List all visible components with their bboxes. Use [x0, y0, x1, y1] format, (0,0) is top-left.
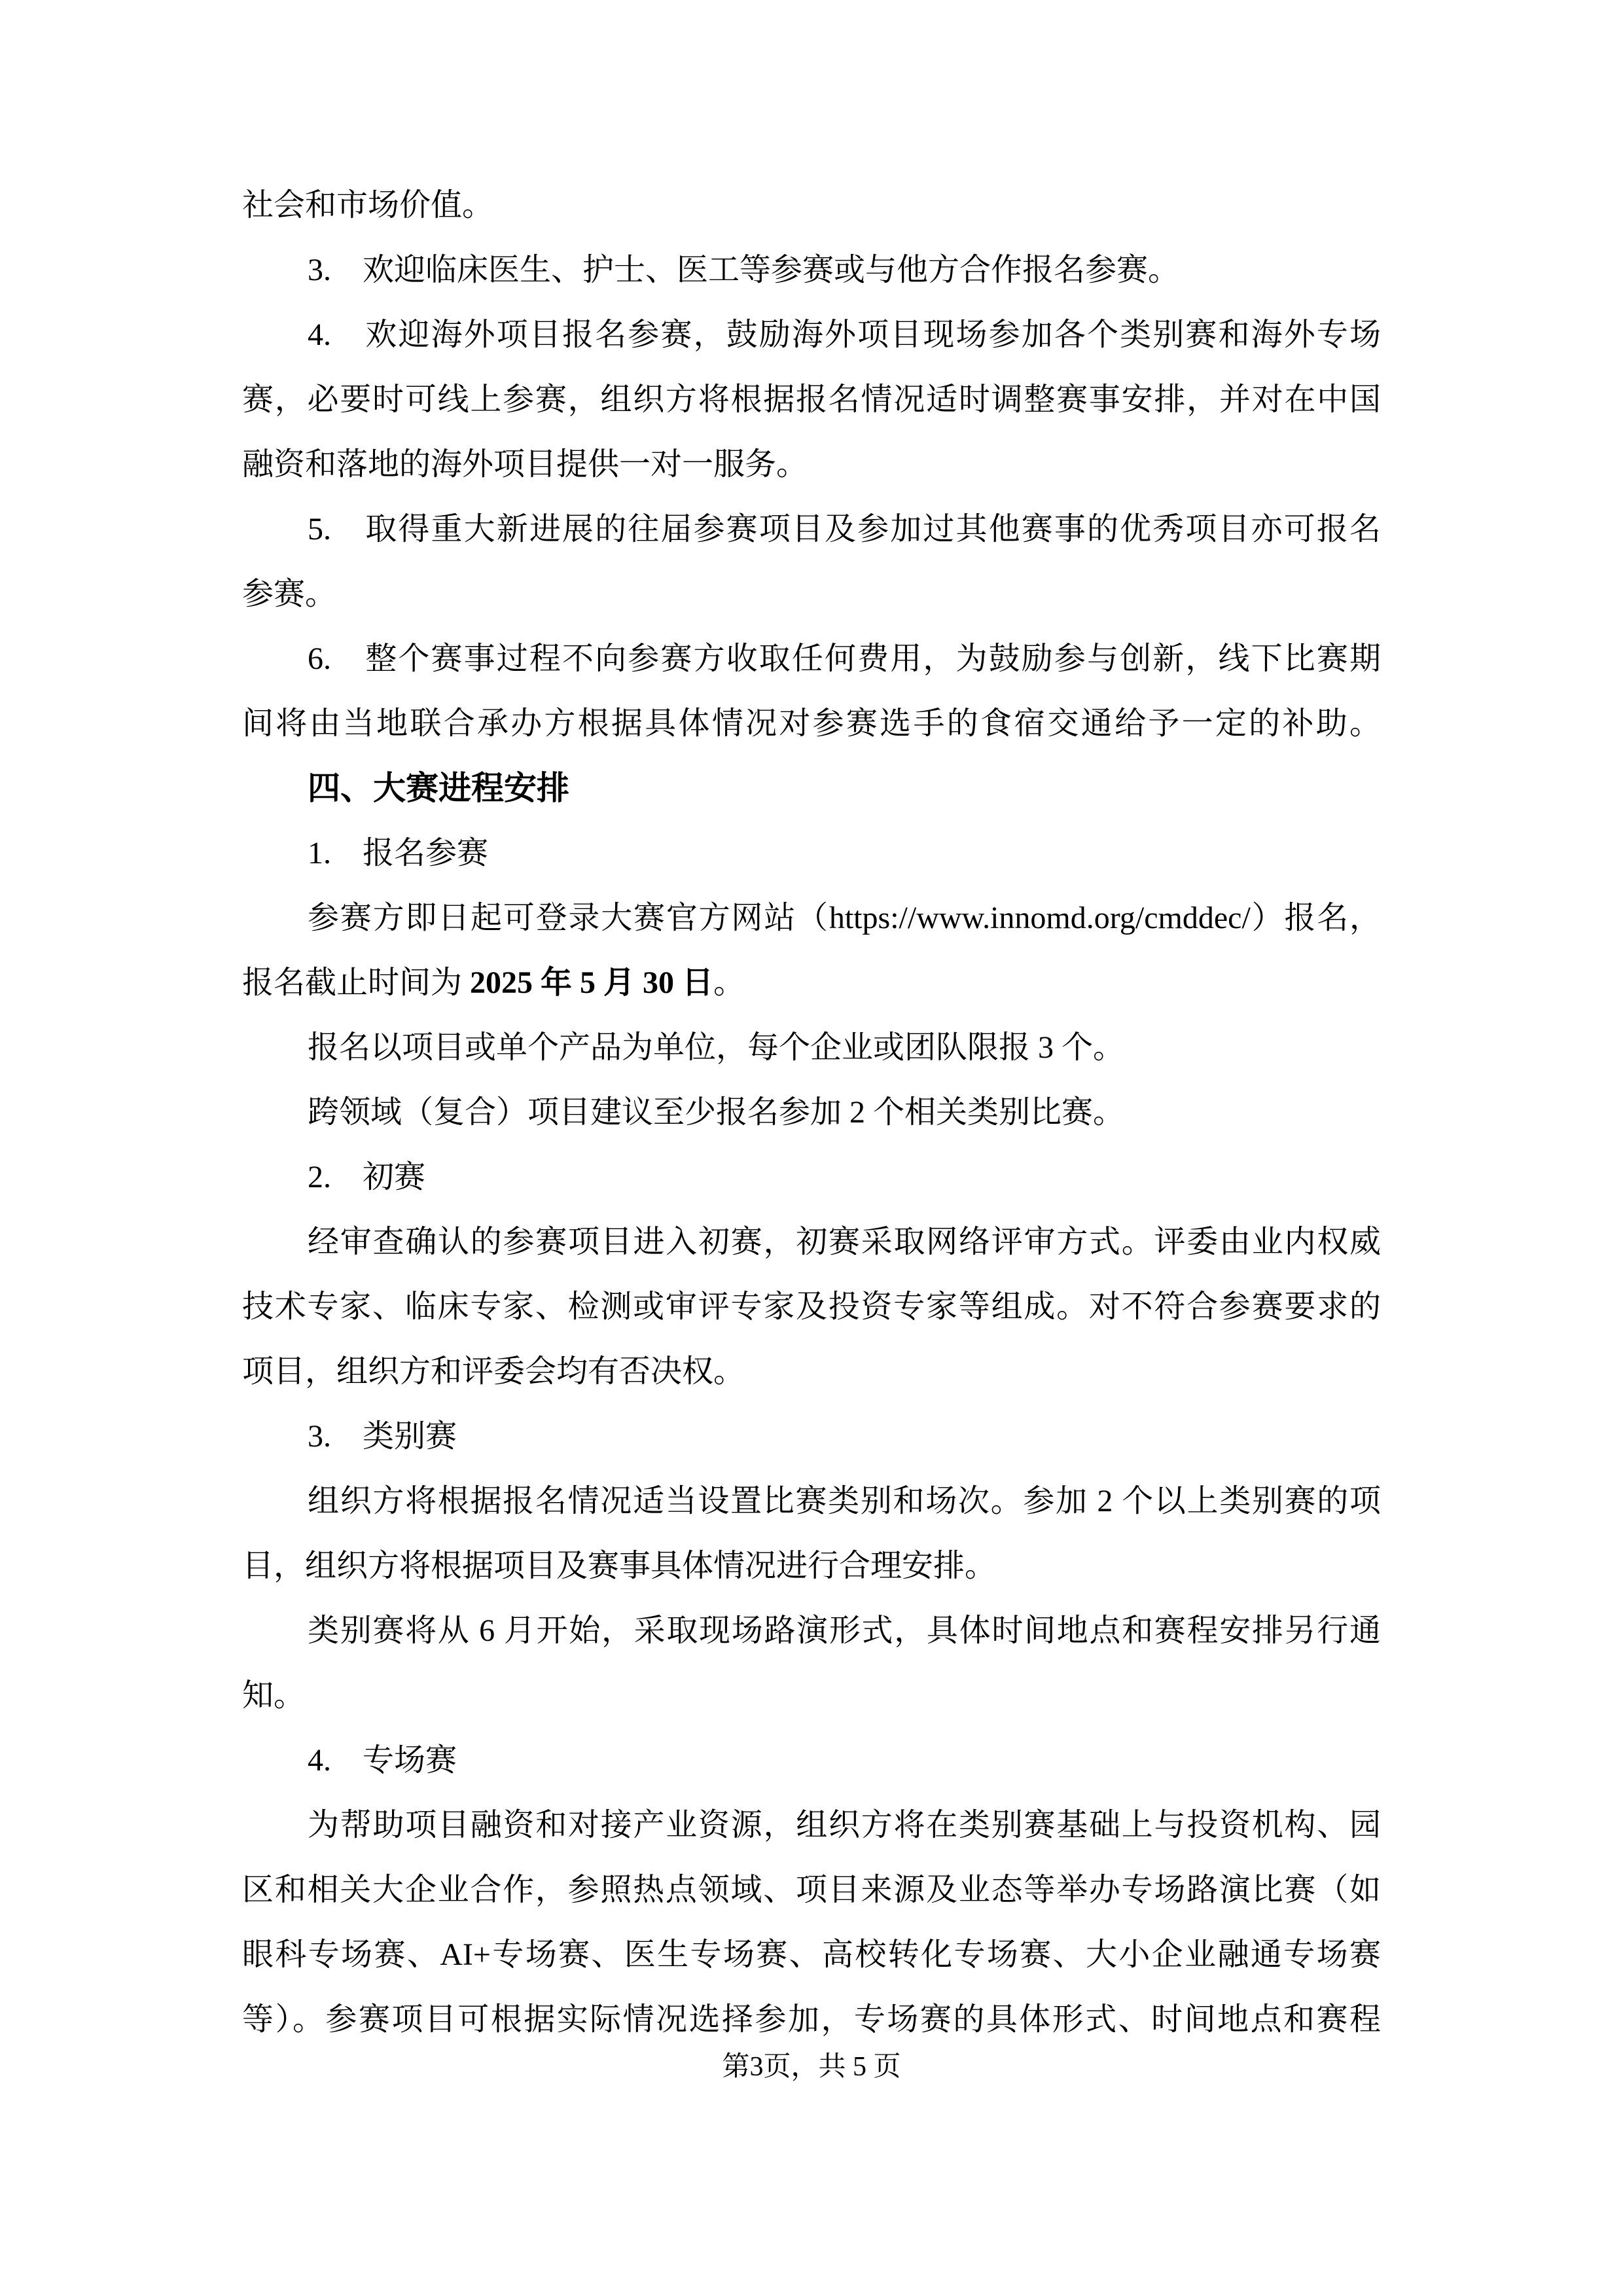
page-number-text: 第3页，共 5 页 [722, 2052, 901, 2082]
text-line [242, 626, 1381, 691]
text-line [242, 886, 1381, 950]
text-line [242, 1663, 1381, 1728]
text-segment: 区和相关大企业合作，参照热点领域、项目来源及业态等举办专场路演比赛（如 [242, 1873, 1381, 1907]
text-line [242, 821, 1381, 886]
text-line [242, 1793, 1381, 1857]
text-line [242, 691, 1381, 756]
text-segment: 社会和市场价值。 [242, 188, 494, 223]
text-line [242, 497, 1381, 562]
text-segment: 2. 初赛 [308, 1160, 426, 1194]
text-line [242, 1015, 1381, 1080]
text-line [242, 432, 1381, 497]
text-line [242, 1339, 1381, 1404]
text-segment: 4. 专场赛 [308, 1743, 457, 1778]
text-segment: 参赛方即日起可登录大赛官方网站（https://www.innomd.org/cmddec/）报名， [308, 901, 1381, 935]
text-segment: 跨领域（复合）项目建议至少报名参加 2 个相关类别比赛。 [308, 1095, 1125, 1130]
text-line [242, 950, 1381, 1015]
text-line [242, 1080, 1381, 1145]
text-line [242, 1210, 1381, 1274]
text-line [242, 562, 1381, 626]
text-segment: 4. 欢迎海外项目报名参赛，鼓励海外项目现场参加各个类别赛和海外专场 [308, 317, 1381, 352]
text-line [242, 367, 1381, 432]
text-segment: 报名以项目或单个产品为单位，每个企业或团队限报 3 个。 [308, 1030, 1125, 1065]
text-line [242, 1728, 1381, 1793]
text-line [242, 173, 1381, 238]
text-segment: 融资和落地的海外项目提供一对一服务。 [242, 447, 808, 482]
text-segment: 目，组织方将根据项目及赛事具体情况进行合理安排。 [242, 1549, 997, 1583]
text-line [242, 1274, 1381, 1339]
text-segment: 赛，必要时可线上参赛，组织方将根据报名情况适时调整赛事安排，并对在中国 [242, 382, 1381, 417]
text-line [242, 1534, 1381, 1598]
text-line [242, 1857, 1381, 1922]
text-segment: 等）。参赛项目可根据实际情况选择参加，专场赛的具体形式、时间地点和赛程 [242, 2002, 1381, 2037]
text-line [242, 1469, 1381, 1534]
text-segment: 报名截止时间为 [242, 965, 471, 1000]
text-segment: 经审查确认的参赛项目进入初赛，初赛采取网络评审方式。评委由业内权威 [308, 1225, 1381, 1259]
text-segment: 。 [713, 965, 745, 1000]
section-heading [242, 756, 1381, 821]
text-line [242, 1922, 1381, 1987]
bold-text-segment: 四、大赛进程安排 [308, 770, 569, 806]
text-line [242, 302, 1381, 367]
text-line [242, 1404, 1381, 1469]
text-segment: 类别赛将从 6 月开始，采取现场路演形式，具体时间地点和赛程安排另行通 [308, 1613, 1381, 1648]
text-segment: 3. 欢迎临床医生、护士、医工等参赛或与他方合作报名参赛。 [308, 253, 1180, 287]
text-segment: 眼科专场赛、AI+专场赛、医生专场赛、高校转化专场赛、大小企业融通专场赛 [242, 1937, 1381, 1972]
page-footer [0, 2046, 1623, 2088]
text-line [242, 1598, 1381, 1663]
text-segment: 技术专家、临床专家、检测或审评专家及投资专家等组成。对不符合参赛要求的 [242, 1289, 1381, 1324]
text-segment: 参赛。 [242, 577, 337, 611]
text-segment: 6. 整个赛事过程不向参赛方收取任何费用，为鼓励参与创新，线下比赛期 [308, 641, 1381, 676]
bold-text-segment: 2025 年 5 月 30 日 [470, 965, 714, 1000]
text-segment: 组织方将根据报名情况适当设置比赛类别和场次。参加 2 个以上类别赛的项 [308, 1484, 1381, 1518]
text-segment: 间将由当地联合承办方根据具体情况对参赛选手的食宿交通给予一定的补助。 [242, 706, 1381, 741]
document-body [242, 173, 1381, 2052]
text-segment: 1. 报名参赛 [308, 836, 489, 870]
text-segment: 知。 [242, 1678, 306, 1713]
text-segment: 3. 类别赛 [308, 1419, 457, 1454]
text-segment: 为帮助项目融资和对接产业资源，组织方将在类别赛基础上与投资机构、园 [308, 1808, 1381, 1842]
text-line [242, 238, 1381, 302]
text-segment: 5. 取得重大新进展的往届参赛项目及参加过其他赛事的优秀项目亦可报名 [308, 512, 1381, 547]
text-line [242, 1145, 1381, 1210]
text-segment: 项目，组织方和评委会均有否决权。 [242, 1354, 745, 1389]
text-line [242, 1987, 1381, 2052]
